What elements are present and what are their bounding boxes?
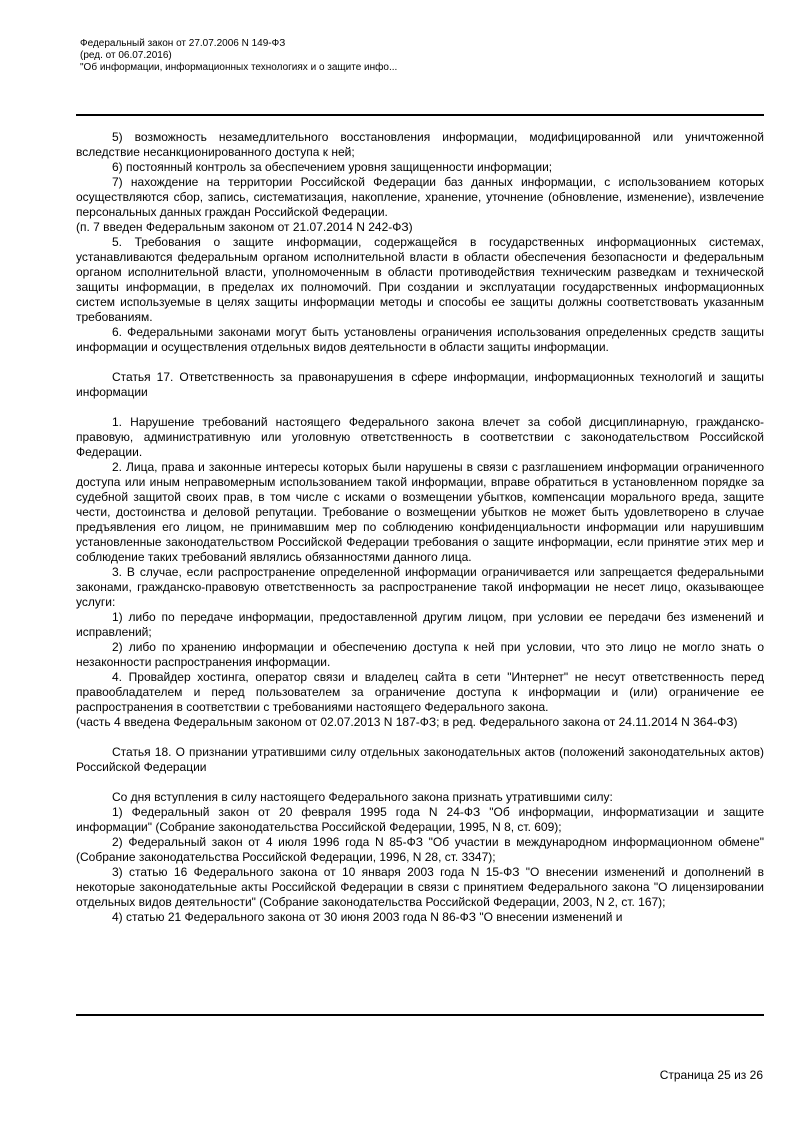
header-revision: (ред. от 06.07.2016) (80, 50, 172, 61)
spacer (76, 400, 764, 415)
article-17-heading: Статья 17. Ответственность за правонарушения в сфере информации, информационных технологий и защиты информации (76, 370, 764, 399)
paragraph: 2. Лица, права и законные интересы которых были нарушены в связи с разглашением информации ограниченного доступа или иным неправомерным использованием такой информации, вправе обратиться в установленном порядке за судебной защитой своих прав, в том числе с исками о возмещении убытков, компенсации морального вреда, защите чести, достоинства и деловой репутации. Требование о возмещении убытков не может быть удовлетворено в случае предъявления его лицом, не принимавшим мер по соблюдению конфиденциальности информации или нарушившим установленные законодательством Российской Федерации требования о защите информации, если принятие этих мер и соблюдение таких требований являлись обязанностями данного лица. (76, 460, 764, 564)
spacer (76, 355, 764, 370)
paragraph: 3) статью 16 Федерального закона от 10 января 2003 года N 15-ФЗ "О внесении изменений и дополнений в некоторые законодательные акты Российской Федерации в связи с принятием Федерального закона "О лицензировании отдельных видов деятельности" (Собрание законодательства Российской Федерации, 2003, N 2, ст. 167); (76, 865, 764, 909)
paragraph: 5. Требования о защите информации, содержащейся в государственных информационных системах, устанавливаются федеральным органом исполнительной власти в области обеспечения безопасности и федеральным органом исполнительной власти, уполномоченным в области противодействия техническим разведкам и технической защиты информации, в пределах их полномочий. При создании и эксплуатации государственных информационных систем используемые в целях защиты информации методы и способы ее защиты должны соответствовать указанным требованиям. (76, 235, 764, 324)
page-number: Страница 25 из 26 (659, 1068, 763, 1082)
document-header (80, 38, 397, 74)
paragraph: 6. Федеральными законами могут быть установлены ограничения использования определенных средств защиты информации и осуществления отдельных видов деятельности в области защиты информации. (76, 325, 764, 354)
paragraph: Со дня вступления в силу настоящего Федерального закона признать утратившими силу: (112, 790, 613, 804)
paragraph: 6) постоянный контроль за обеспечением уровня защищенности информации; (112, 160, 553, 174)
paragraph: 3. В случае, если распространение определенной информации ограничивается или запрещается федеральными законами, гражданско-правовую ответственность за распространение такой информации не несет лицо, оказывающее услуги: (76, 565, 764, 609)
paragraph: 1) Федеральный закон от 20 февраля 1995 года N 24-ФЗ "Об информации, информатизации и защите информации" (Собрание законодательства Российской Федерации, 1995, N 8, ст. 609); (76, 805, 764, 834)
amendment-note: (часть 4 введена Федеральным законом от 02.07.2013 N 187-ФЗ; в ред. Федерального закона от 24.11.2014 N 364-ФЗ) (76, 715, 738, 729)
header-law-title: Федеральный закон от 27.07.2006 N 149-ФЗ (80, 38, 286, 49)
header-law-name: "Об информации, информационных технологиях и о защите инфо... (80, 62, 398, 73)
spacer (76, 775, 764, 790)
spacer (76, 730, 764, 745)
document-body (76, 130, 764, 925)
paragraph: 4. Провайдер хостинга, оператор связи и владелец сайта в сети "Интернет" не несут ответственность перед правообладателем и перед пользователем за ограничение доступа к информации и (или) ограничение ее распространения в соответствии с требованиями настоящего Федерального закона. (76, 670, 764, 714)
paragraph: 1) либо по передаче информации, предоставленной другим лицом, при условии ее передачи без изменений и исправлений; (76, 610, 764, 639)
header-divider (76, 114, 764, 116)
paragraph: 5) возможность незамедлительного восстановления информации, модифицированной или уничтоженной вследствие несанкционированного доступа к ней; (76, 130, 764, 159)
article-18-heading: Статья 18. О признании утратившими силу отдельных законодательных актов (положений законодательных актов) Российской Федерации (76, 745, 764, 774)
paragraph: 4) статью 21 Федерального закона от 30 июня 2003 года N 86-ФЗ "О внесении изменений и (112, 910, 623, 924)
footer-divider (76, 1014, 764, 1016)
amendment-note: (п. 7 введен Федеральным законом от 21.07.2014 N 242-ФЗ) (76, 220, 413, 234)
paragraph: 2) Федеральный закон от 4 июля 1996 года N 85-ФЗ "Об участии в международном информационном обмене" (Собрание законодательства Российской Федерации, 1996, N 28, ст. 3347); (76, 835, 764, 864)
paragraph: 1. Нарушение требований настоящего Федерального закона влечет за собой дисциплинарную, гражданско-правовую, административную или уголовную ответственность в соответствии с законодательством Российской Федерации. (76, 415, 764, 459)
paragraph: 7) нахождение на территории Российской Федерации баз данных информации, с использованием которых осуществляются сбор, запись, систематизация, накопление, хранение, уточнение (обновление, изменение), извлечение персональных данных граждан Российской Федерации. (76, 175, 764, 219)
paragraph: 2) либо по хранению информации и обеспечению доступа к ней при условии, что это лицо не могло знать о незаконности распространения информации. (76, 640, 764, 669)
